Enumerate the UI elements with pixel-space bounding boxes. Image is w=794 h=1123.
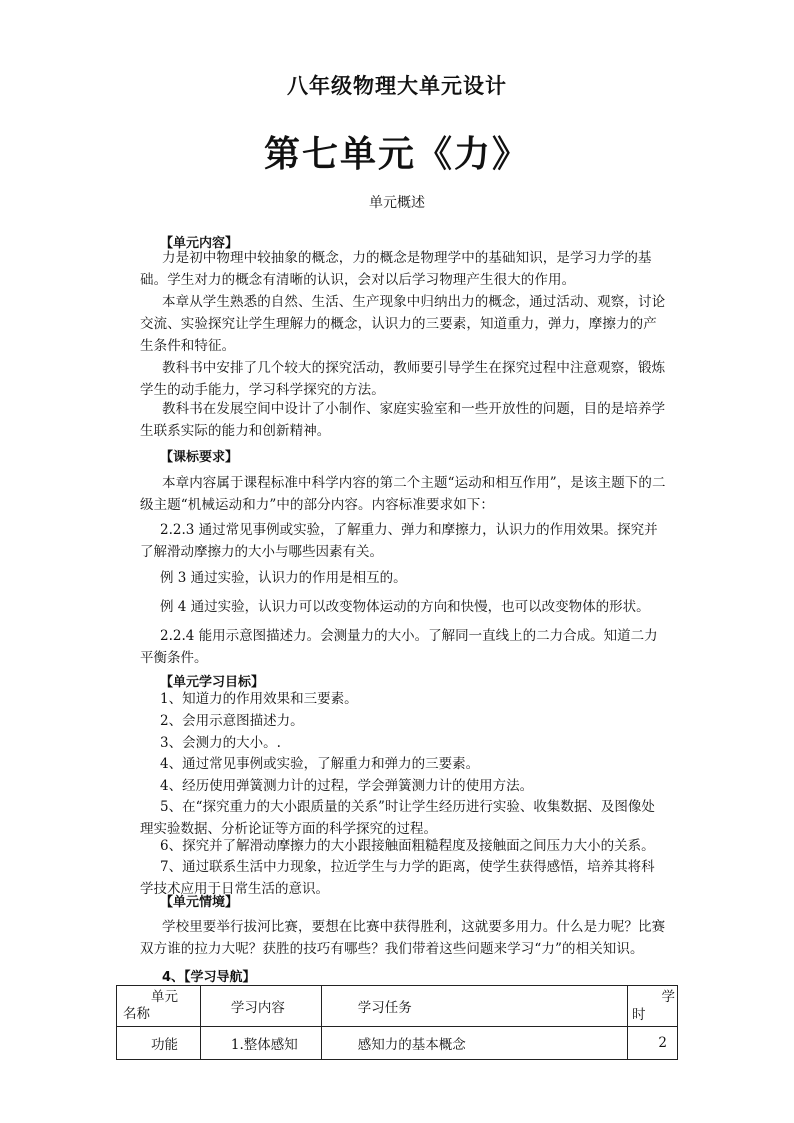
standard-2-2-3: 2.2.3 通过常见事例或实验，了解重力、弹力和摩擦力，认识力的作用效果。探究并了解滑动摩擦力的大小与哪些因素有关。: [140, 522, 658, 560]
document-title: 八年级物理大单元设计: [287, 74, 507, 98]
goal-item: 6、探究并了解滑动摩擦力的大小跟接触面粗糙程度及接触面之间压力大小的关系。: [160, 838, 655, 854]
header-hours-line2: 时: [632, 1007, 646, 1023]
standards-intro: 本章内容属于课程标准中科学内容的第二个主题“运动和相互作用”，是该主题下的二级主题“机械运动和力”中的部分内容。内容标准要求如下：: [140, 475, 666, 513]
standard-2-2-4: 2.2.4 能用示意图描述力。会测量力的大小。了解同一直线上的二力合成。知道二力平衡条件。: [140, 628, 658, 666]
header-content-label: 学习内容: [230, 1000, 285, 1016]
header-cell-task: [321, 986, 627, 1027]
goal-item: 5、在“探究重力的大小跟质量的关系”时让学生经历进行实验、收集数据、及图像处理实验数据、分析论证等方面的科学探究的过程。: [140, 799, 655, 837]
goal-item: 7、通过联系生活中力现象，拉近学生与力学的距离，使学生获得感悟，培养其将科学技术应用于日常生活的意识。: [140, 859, 655, 897]
example-4: 例 4 通过实验，认识力可以改变物体运动的方向和快慢，也可以改变物体的形状。: [160, 599, 650, 615]
row-unit-name: 功能: [117, 1027, 201, 1060]
goal-item: 4、经历使用弹簧测力计的过程，学会弹簧测力计的使用方法。: [160, 778, 534, 794]
row-content: 1.整体感知: [200, 1027, 321, 1060]
row-task: 感知力的基本概念: [321, 1027, 627, 1060]
example-3: 例 3 通过实验，认识力的作用是相互的。: [160, 570, 407, 586]
goal-item: 1、知道力的作用效果和三要素。: [160, 691, 358, 707]
table-row: [117, 1027, 678, 1060]
goals-heading: 【单元学习目标】: [160, 675, 265, 690]
header-hours-line1: 学: [661, 989, 675, 1005]
row-hours: 2: [628, 1027, 678, 1060]
standards-heading: 【课标要求】: [160, 450, 239, 465]
situation-heading: 【单元情境】: [160, 895, 239, 910]
goal-item: 4、通过常见事例或实验，了解重力和弹力的三要素。: [160, 756, 480, 772]
situation-text: 学校里要举行拔河比赛，要想在比赛中获得胜利，这就要多用力。什么是力呢？比赛双方谁的拉力大呢？获胜的技巧有哪些？我们带着这些问题来学习“力”的相关知识。: [140, 919, 666, 957]
goal-item: 3、会测力的大小。.: [160, 735, 281, 751]
unit-content-heading: 【单元内容】: [160, 236, 239, 251]
header-cell-content: [200, 986, 321, 1027]
learning-navigation-table: [116, 985, 678, 1060]
header-unit-line1: 单元: [151, 989, 178, 1005]
goal-item: 2、会用示意图描述力。: [160, 713, 304, 729]
navigation-heading: 4、【学习导航】: [162, 970, 256, 985]
header-cell-unit-name: [117, 986, 201, 1027]
header-cell-hours: [628, 986, 678, 1027]
unit-content-paragraph: 本章从学生熟悉的自然、生活、生产现象中归纳出力的概念，通过活动、观察，讨论交流、实验探究让学生理解力的概念，认识力的三要素，知道重力，弹力，摩擦力的产生条件和特征。: [140, 294, 666, 354]
unit-content-paragraph: 教科书在发展空间中设计了小制作、家庭实验室和一些开放性的问题，目的是培养学生联系实际的能力和创新精神。: [140, 401, 666, 439]
header-unit-line2: 名称: [123, 1006, 150, 1022]
overview-subtitle: 单元概述: [369, 195, 425, 211]
unit-title: 第七单元《力》: [263, 134, 530, 175]
table-header-row: [117, 986, 678, 1027]
unit-content-paragraph: 力是初中物理中较抽象的概念，力的概念是物理学中的基础知识，是学习力学的基础。学生对力的概念有清晰的认识，会对以后学习物理产生很大的作用。: [140, 250, 652, 288]
unit-content-paragraph: 教科书中安排了几个较大的探究活动，教师要引导学生在探究过程中注意观察，锻炼学生的动手能力，学习科学探究的方法。: [140, 360, 666, 398]
header-task-label: 学习任务: [357, 1000, 412, 1016]
